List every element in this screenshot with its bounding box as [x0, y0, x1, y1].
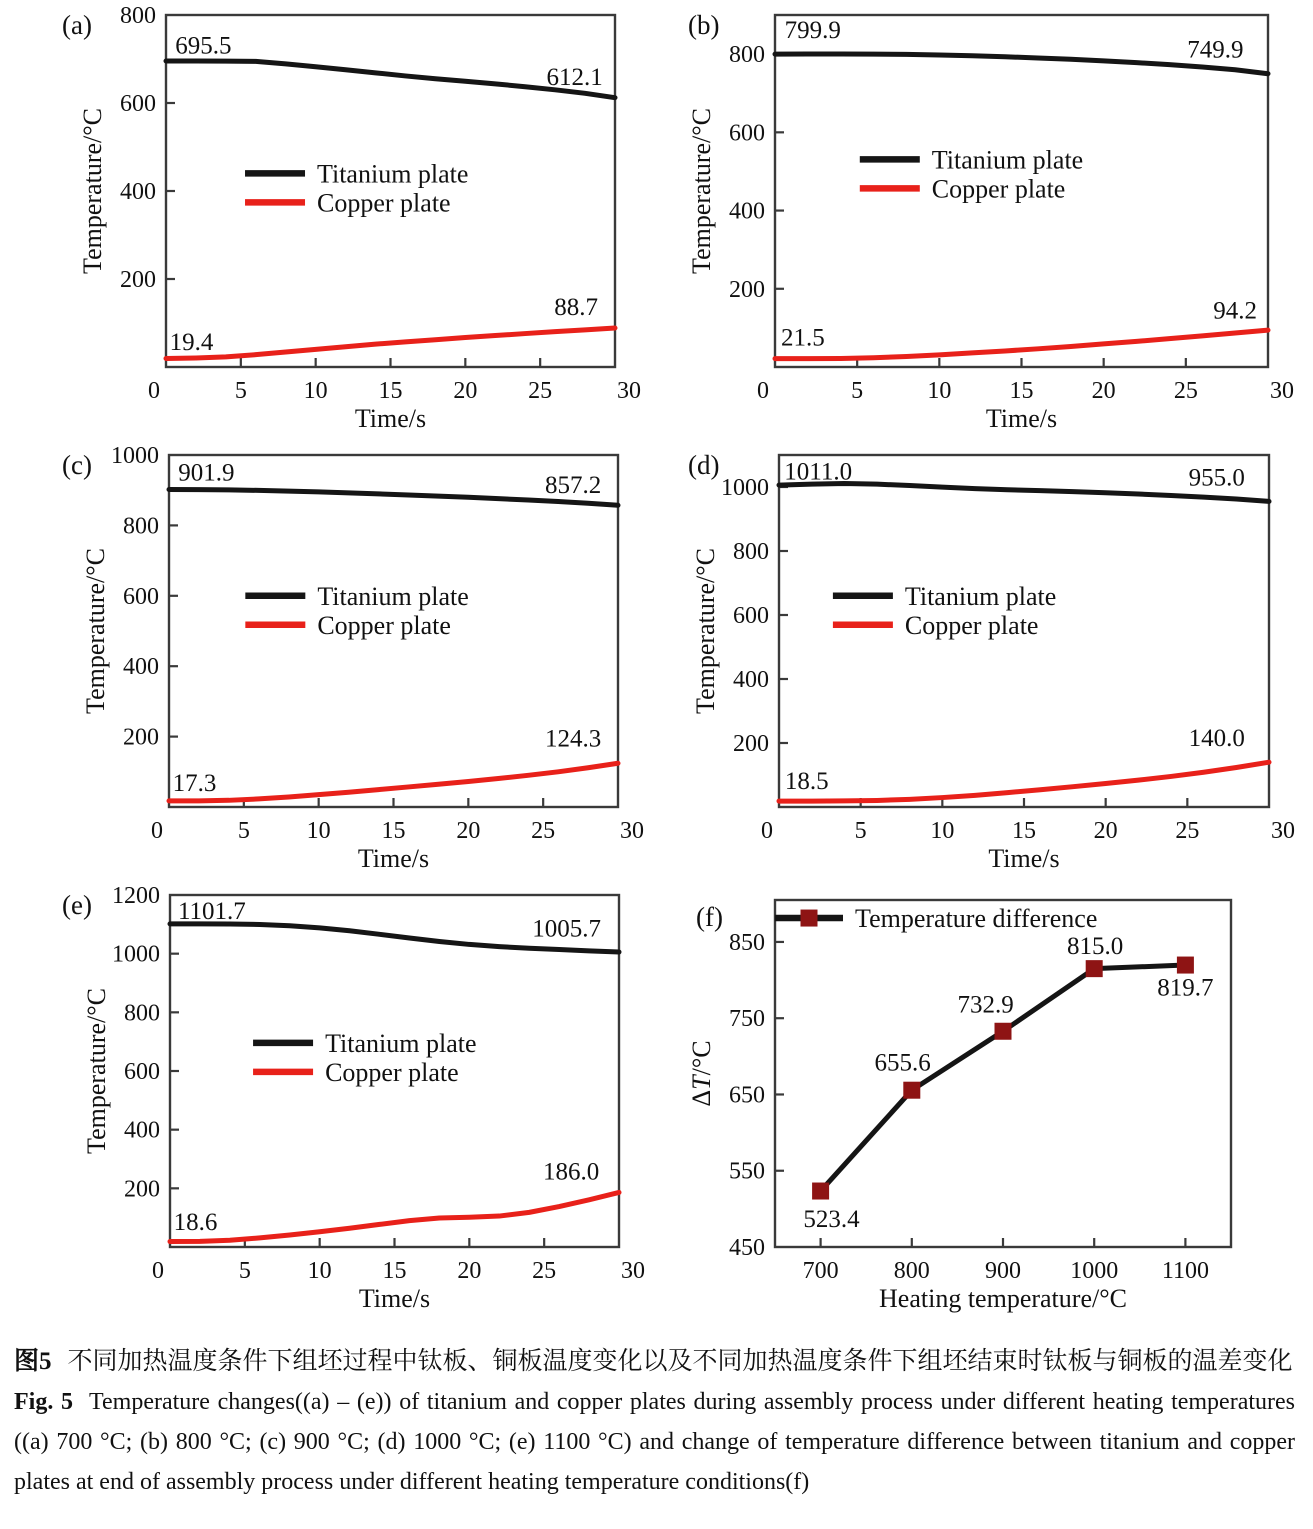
- y-tick-label: 200: [120, 267, 156, 293]
- value-annotation: 18.5: [784, 767, 829, 795]
- value-annotation: 857.2: [544, 471, 602, 499]
- x-tick-label: 700: [802, 1258, 839, 1284]
- y-axis-title: Temperature/°C: [78, 108, 107, 274]
- value-annotation: 1011.0: [784, 458, 853, 486]
- data-point-marker: [1177, 957, 1194, 974]
- x-tick-label: 25: [1173, 378, 1198, 404]
- value-annotation: 815.0: [1066, 932, 1124, 960]
- panel-letter-f: (f): [696, 902, 723, 932]
- legend-label: Titanium plate: [931, 145, 1084, 175]
- y-tick-label: 600: [733, 603, 769, 629]
- y-tick-label: 200: [733, 731, 769, 757]
- value-annotation: 94.2: [1213, 297, 1258, 325]
- y-tick-label: 750: [729, 1006, 765, 1033]
- y-tick-label: 600: [124, 1059, 160, 1085]
- x-tick-label: 30: [1271, 818, 1295, 844]
- y-axis-title: Temperature/°C: [81, 548, 110, 714]
- subplot-e: [0, 880, 656, 1340]
- x-tick-label: 25: [1175, 818, 1200, 844]
- x-tick-label: 800: [893, 1258, 930, 1284]
- value-annotation: 19.4: [169, 328, 214, 356]
- x-tick-label: 10: [930, 818, 955, 844]
- y-tick-label: 1200: [112, 883, 160, 909]
- caption-en-label: Fig. 5: [14, 1389, 74, 1415]
- value-annotation: 21.5: [781, 324, 825, 352]
- legend-label: Titanium plate: [904, 581, 1057, 611]
- x-tick-label: 30: [1270, 378, 1294, 404]
- x-tick-label: 20: [456, 818, 481, 844]
- caption-en: [14, 1382, 1295, 1502]
- subplot-c: [0, 440, 656, 880]
- x-tick-label: 0: [152, 1258, 164, 1284]
- x-axis-title: Time/s: [985, 404, 1058, 433]
- data-point-marker: [1086, 960, 1103, 977]
- panel-letter-e: (e): [62, 890, 92, 920]
- chart-f: [656, 880, 1313, 1340]
- x-tick-label: 5: [234, 378, 247, 404]
- x-tick-label: 0: [761, 818, 773, 844]
- x-tick-label: 5: [238, 1258, 251, 1284]
- y-tick-label: 600: [123, 583, 159, 610]
- x-tick-label: 20: [457, 1258, 482, 1284]
- y-tick-label: 800: [729, 42, 765, 69]
- y-tick-label: 600: [729, 120, 765, 147]
- x-tick-label: 15: [1009, 378, 1034, 404]
- y-tick-label: 450: [729, 1235, 765, 1261]
- value-annotation: 1005.7: [532, 915, 601, 943]
- panel-letter-d: (d): [688, 450, 720, 480]
- y-axis-title: Temperature/°C: [82, 988, 111, 1154]
- caption-zh: [14, 1342, 1295, 1382]
- x-tick-label: 20: [1091, 378, 1116, 404]
- y-tick-label: 400: [733, 667, 769, 693]
- series-copper-plate: [169, 763, 618, 801]
- x-tick-label: 20: [1093, 818, 1118, 844]
- y-tick-label: 400: [120, 179, 156, 205]
- panel-letter-b: (b): [688, 10, 720, 40]
- x-tick-label: 20: [453, 378, 478, 404]
- y-tick-label: 850: [729, 929, 765, 956]
- x-tick-label: 0: [148, 378, 160, 404]
- x-tick-label: 30: [620, 818, 644, 844]
- y-tick-label: 1000: [112, 941, 160, 968]
- legend-marker: [801, 910, 818, 927]
- x-tick-label: 10: [927, 378, 952, 404]
- value-annotation: 819.7: [1157, 974, 1214, 1002]
- value-annotation: 88.7: [554, 294, 598, 322]
- x-tick-label: 1000: [1070, 1258, 1119, 1284]
- y-tick-label: 400: [729, 198, 765, 225]
- x-tick-label: 5: [237, 818, 250, 844]
- legend-label: Copper plate: [904, 610, 1039, 640]
- data-point-marker: [812, 1183, 829, 1200]
- chart-b: [656, 0, 1313, 440]
- y-tick-label: 800: [123, 513, 159, 540]
- value-annotation: 732.9: [957, 991, 1014, 1019]
- subplot-d: [656, 440, 1313, 880]
- series-copper-plate: [775, 330, 1268, 358]
- x-tick-label: 5: [854, 818, 867, 844]
- y-tick-label: 400: [124, 1117, 160, 1144]
- y-axis-title: Temperature/°C: [691, 548, 720, 714]
- x-tick-label: 15: [382, 1258, 407, 1284]
- value-annotation: 612.1: [546, 64, 603, 92]
- series-copper-plate: [779, 762, 1269, 801]
- panel-letter-a: (a): [62, 10, 92, 40]
- y-tick-label: 200: [729, 276, 765, 303]
- x-tick-label: 0: [151, 818, 163, 844]
- x-tick-label: 15: [381, 818, 406, 844]
- data-point-marker: [903, 1082, 920, 1099]
- panel-letter-c: (c): [62, 450, 92, 480]
- x-tick-label: 25: [528, 378, 553, 404]
- value-annotation: 186.0: [542, 1158, 600, 1186]
- x-axis-title: Heating temperature/°C: [879, 1284, 1127, 1313]
- y-tick-label: 1000: [111, 443, 159, 469]
- x-tick-label: 30: [621, 1258, 645, 1284]
- legend-label: Titanium plate: [325, 1028, 477, 1058]
- legend-label: Copper plate: [317, 610, 451, 640]
- subplot-a: [0, 0, 656, 440]
- y-tick-label: 1000: [721, 475, 769, 501]
- y-tick-label: 200: [124, 1176, 160, 1203]
- value-annotation: 1101.7: [177, 898, 246, 926]
- subplot-f: [656, 880, 1313, 1340]
- axis-box: [775, 900, 1231, 1247]
- chart-e: [0, 880, 656, 1340]
- value-annotation: 655.6: [874, 1049, 931, 1077]
- subplot-b: [656, 0, 1313, 440]
- x-tick-label: 10: [307, 1258, 332, 1284]
- x-tick-label: 900: [985, 1258, 1021, 1284]
- y-tick-label: 800: [733, 539, 769, 565]
- x-tick-label: 5: [851, 378, 864, 404]
- value-annotation: 901.9: [178, 459, 235, 487]
- figure-caption: [0, 1340, 1313, 1502]
- x-tick-label: 10: [306, 818, 331, 844]
- value-annotation: 523.4: [803, 1205, 860, 1233]
- caption-en-text: Temperature changes((a) – (e)) of titanium and copper plates during assembly process under different heating temperatures ((a) 700 °C; (b) 800 °C; (c) 900 °C; (d) 1000 °C; (e) 1100 °C) and change of temperature difference between titanium and copper plates at end of assembly process under different heating temperature conditions(f): [14, 1389, 1296, 1495]
- y-tick-label: 800: [120, 3, 156, 29]
- legend-label: Titanium plate: [317, 581, 469, 611]
- y-axis-title: Temperature/°C: [687, 108, 716, 274]
- data-point-marker: [995, 1023, 1012, 1040]
- legend-label: Copper plate: [931, 174, 1066, 204]
- legend-label: Copper plate: [317, 188, 451, 218]
- y-tick-label: 600: [120, 91, 156, 117]
- caption-zh-text: 不同加热温度条件下组坯过程中钛板、铜板温度变化以及不同加热温度条件下组坯结束时钛板与铜板的温差变化: [67, 1348, 1293, 1375]
- chart-a: [0, 0, 656, 440]
- y-tick-label: 400: [123, 654, 159, 681]
- value-annotation: 955.0: [1188, 464, 1245, 492]
- legend-label: Temperature difference: [855, 904, 1098, 934]
- x-tick-label: 1100: [1161, 1258, 1209, 1284]
- value-annotation: 140.0: [1188, 725, 1245, 753]
- value-annotation: 124.3: [544, 725, 602, 753]
- chart-c: [0, 440, 656, 880]
- x-axis-title: Time/s: [354, 404, 427, 433]
- legend-label: Titanium plate: [317, 159, 469, 189]
- chart-d: [656, 440, 1313, 880]
- y-tick-label: 200: [123, 724, 159, 751]
- x-tick-label: 25: [532, 1258, 557, 1284]
- y-tick-label: 800: [124, 1000, 160, 1027]
- series-copper-plate: [170, 1192, 619, 1241]
- x-axis-title: Time/s: [988, 844, 1060, 873]
- x-tick-label: 0: [757, 378, 769, 404]
- value-annotation: 749.9: [1187, 36, 1244, 64]
- value-annotation: 18.6: [173, 1209, 218, 1237]
- x-tick-label: 10: [303, 378, 328, 404]
- x-tick-label: 15: [1012, 818, 1036, 844]
- x-tick-label: 15: [378, 378, 403, 404]
- x-tick-label: 30: [617, 378, 641, 404]
- y-tick-label: 650: [729, 1082, 765, 1109]
- caption-zh-label: 图5: [14, 1348, 52, 1375]
- value-annotation: 695.5: [175, 32, 232, 60]
- y-axis-title: ΔT/°C: [687, 1040, 716, 1107]
- legend-label: Copper plate: [325, 1057, 459, 1087]
- x-axis-title: Time/s: [357, 844, 430, 873]
- series-copper-plate: [166, 328, 615, 358]
- y-tick-label: 550: [729, 1158, 765, 1185]
- value-annotation: 799.9: [784, 16, 841, 44]
- x-tick-label: 25: [531, 818, 556, 844]
- x-axis-title: Time/s: [358, 1284, 431, 1313]
- value-annotation: 17.3: [172, 770, 217, 798]
